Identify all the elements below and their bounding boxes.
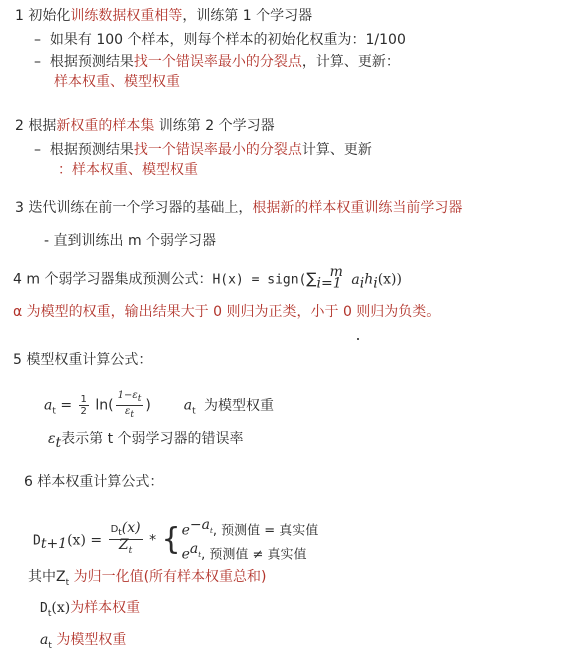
close-paren: ) [145,397,151,414]
case-equal [182,516,319,540]
stray-dot [357,338,359,340]
case1-exp-text: −a [189,517,210,533]
eq-sign-2: = [85,532,107,549]
s1-prefix: 1 初始化 [15,8,71,24]
sample-weight-formula [33,516,318,565]
s2-bullet-1 [34,140,372,160]
num-t: t [118,528,122,539]
cases-block [182,516,319,565]
section-3-heading [15,198,462,218]
dt-D: D [40,601,48,616]
s1-b2-red: 找一个错误率最小的分裂点 [133,54,302,70]
z-normalization-line [28,567,267,593]
section-2-heading [15,116,275,136]
sum-upper: m [329,264,343,280]
case2-exp [189,541,202,560]
s3-red-text: 根据新的样本权重训练当前学习器 [252,200,463,216]
a-sub-t: t [52,406,56,417]
s1-red-text: 训练数据权重相等 [70,8,183,24]
s2-b1-suffix: 计算、更新 [301,142,372,158]
star-sign: * [144,532,161,549]
left-brace: { [161,522,181,558]
case1-exp-sub: t [210,526,213,535]
z-prefix: 其中Z [28,569,66,585]
dt-t: t [47,608,52,619]
model-weight-desc: 为模型权重 [204,397,275,414]
s1-b2-suffix: ，计算、更新： [301,54,400,70]
num-x: (x) [121,520,141,537]
case1-exp [190,517,213,533]
dt-x: (x) [51,600,71,616]
s1-bullet-1 [34,30,406,50]
dt-line [40,598,140,624]
error-fraction [116,390,144,421]
s2-red-text: 新权重的样本集 [56,118,155,134]
open-paren: ( [108,397,114,414]
section-5-heading: 5 模型权重计算公式： [13,352,153,368]
alpha-note-b: 大于 0 则归为正类 [180,304,297,320]
dt-desc: 为样本权重 [70,600,141,616]
num-D: D [110,524,119,536]
a-sub-t-2: t [192,406,196,417]
at-t: t [48,640,52,651]
error-den-text: ε [124,406,131,417]
s1-bullet-2 [34,52,400,72]
epsilon-symbol: ε [48,431,56,447]
s2-b1-red: 找一个错误率最小的分裂点 [133,142,302,158]
den-Z: Z [118,537,129,554]
model-weight-formula [44,390,274,426]
at-line [40,630,126,656]
s4-formula-head: H(x) = sign( [212,272,307,288]
dash-bullet: – [34,142,50,158]
case2-e: e [181,546,190,563]
s2-suffix: 训练第 2 个学习器 [154,118,275,134]
alpha-note [13,302,440,322]
term-a: a [351,271,360,288]
alpha-note-c: ， [296,304,311,320]
update-fraction [109,520,143,557]
dash-bullet: – [34,32,50,48]
case2-text: , 预测值 ≠ 真实值 [201,547,307,563]
sum-lower: i=1 [316,275,342,292]
update-den [109,537,143,557]
s4-prefix: 4 m 个弱学习器集成预测公式： [13,271,213,288]
z-sub: t [65,577,70,588]
s1-suffix: ，训练第 1 个学习器 [182,8,313,24]
epsilon-desc: 表示第 t 个弱学习器的错误率 [61,431,244,447]
term-h-sub: i [373,275,378,292]
half-num: 1 [80,394,87,405]
D-sub: t+1 [40,536,68,553]
s3-sub-item: - 直到训练出 m 个弱学习器 [44,233,217,249]
section-6-heading: 6 样本权重计算公式： [24,474,164,490]
s2-b1-plain: 根据预测结果 [49,142,134,158]
section-1-heading [15,6,312,26]
half-den: 2 [80,406,87,417]
a-symbol-2: a [183,397,193,414]
error-num-text: 1−ε [117,390,138,401]
dash-bullet: – [34,54,50,70]
z-desc: 为归一化值(所有样本权重总和) [69,569,267,585]
eq-sign: = [55,397,77,414]
D-symbol: D [33,533,41,549]
s2-b1-continuation: ：样本权重、模型权重 [58,162,198,178]
s3-prefix: 3 迭代训练在前一个学习器的基础上， [15,200,253,216]
term-h: h [364,271,374,288]
epsilon-sub: t [55,434,62,451]
ln-label: ln [90,397,109,414]
half-fraction [79,394,89,417]
D-x: (x) [67,532,86,549]
case2-exp-text: a [189,541,199,558]
alpha-note-d: 小于 0 则归为负类。 [310,304,441,320]
error-num [116,390,144,406]
term-x: (x)) [377,271,402,288]
a-symbol: a [44,397,53,414]
at-a: a [40,632,49,648]
case1-text: , 预测值 = 真实值 [212,523,319,539]
case-not-equal [182,540,319,564]
s1-b2-continuation: 样本权重、模型权重 [54,74,180,90]
error-den [116,406,144,421]
case1-e: e [181,522,190,539]
s1-b2-plain: 根据预测结果 [49,54,134,70]
s1-b1-text: 如果有 100 个样本，则每个样本的初始化权重为：1/100 [49,32,406,48]
den-t: t [128,546,133,557]
epsilon-desc-line [48,429,244,453]
at-desc: 为模型权重 [51,632,127,648]
term-a-sub: i [359,275,365,292]
error-num-sub: t [137,394,142,404]
section-4-heading [13,264,402,293]
error-den-sub: t [130,410,134,420]
sum-symbol: ∑ [306,269,317,288]
case2-exp-sub: t [198,551,202,560]
alpha-note-a: α 为模型的权重，输出结果 [13,304,181,320]
s2-prefix: 2 根据 [15,118,57,134]
